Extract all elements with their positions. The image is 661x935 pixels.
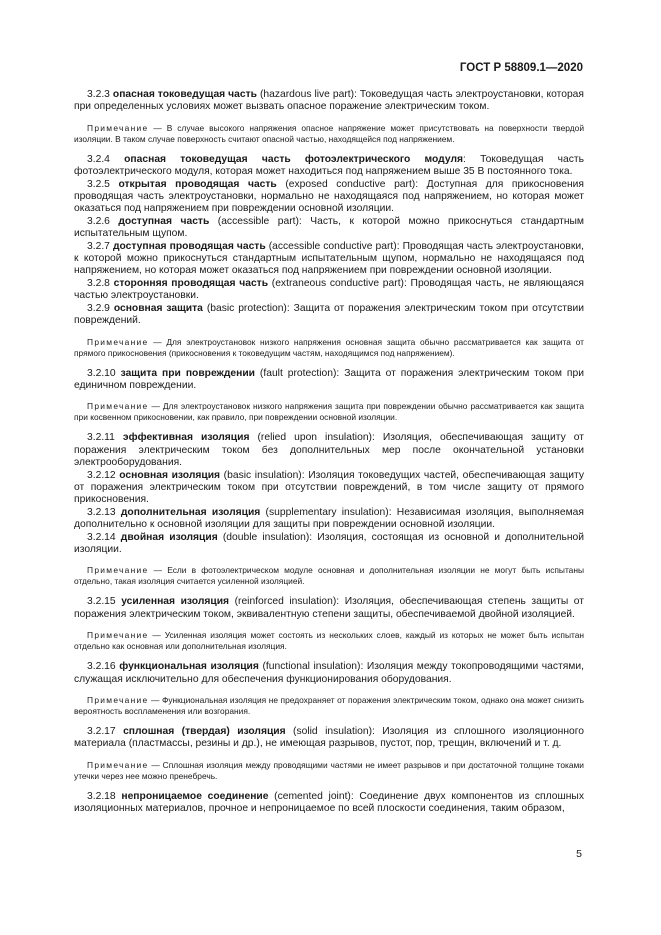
- definition-text: (relied upon insulation): Изоляция, обеспечивающая защиту от поражения электрическим током без дополнительных мер после окончательной установки электрооборудования.: [74, 432, 584, 469]
- definition-paragraph: [74, 303, 584, 328]
- definition-text: (accessible part): Часть, к которой можно прикоснуться стандартным испытательным щупом.: [74, 215, 584, 240]
- clause-number: 3.2.12: [87, 469, 116, 481]
- clause-number: 3.2.18: [87, 790, 116, 802]
- definition-text: (supplementary insulation): Независимая изоляция, выполняемая дополнительно к основной изоляции для защиты при повреждении основной изоляции.: [74, 506, 584, 531]
- defined-term: непроницаемое соединение: [121, 790, 269, 802]
- definition-text: (double insulation): Изоляция, состоящая из основной и дополнительной изоляции.: [74, 531, 584, 555]
- document-header: ГОСТ Р 58809.1—2020: [459, 62, 583, 74]
- defined-term: опасная токоведущая часть: [112, 89, 257, 100]
- definition-paragraph: [74, 596, 584, 621]
- clause-number: 3.2.6: [87, 215, 110, 227]
- clause-number: 3.2.4: [87, 153, 110, 165]
- clause-number: 3.2.10: [87, 367, 116, 379]
- note-label: Примечание: [87, 565, 149, 576]
- defined-term: сторонняя проводящая часть: [113, 277, 269, 289]
- note-label: Примечание: [87, 336, 149, 347]
- definition-paragraph: [74, 791, 584, 816]
- definition-paragraph: [74, 532, 584, 557]
- definition-paragraph: [74, 89, 584, 114]
- definition-text: (cemented joint): Соединение двух компонентов из сплошных изоляционных материалов, прочное и непроницаемое по всей плоскости соединения, таким образом,: [74, 790, 584, 815]
- note-text: — Усиленная изоляция может состоять из нескольких слоев, каждый из которых не может быть испытан отдельно как основная или дополнительная изоляция.: [74, 630, 584, 652]
- definition-paragraph: [74, 278, 584, 303]
- note-label: Примечание: [87, 401, 149, 412]
- note-text: — Функциональная изоляция не предохраняет от поражения электрическим током, однако она может снизить вероятность воспламенения или возгорания.: [74, 695, 584, 716]
- definition-paragraph: [74, 179, 584, 216]
- note-paragraph: [74, 401, 584, 423]
- note-text: — Сплошная изоляция между проводящими частями не имеет разрывов и при достаточной толщине токами утечки через нее можно пренебречь.: [74, 759, 584, 781]
- defined-term: функциональная изоляция: [119, 661, 259, 673]
- definition-paragraph: [74, 241, 584, 278]
- definition-text: (reinforced insulation): Изоляция, обеспечивающая степень защиты от поражения электрическим током, эквивалентную степени защиты, обеспечиваемой двойной изоляцией.: [74, 596, 584, 620]
- note-paragraph: [74, 565, 584, 587]
- defined-term: опасная токоведущая часть фотоэлектрического модуля: [124, 153, 463, 165]
- defined-term: открытая проводящая часть: [118, 178, 277, 190]
- note-text: — Для электроустановок низкого напряжения основная защита обычно рассматривается как защита от прямого прикосновения (прикосновения к токоведущим частям, находящимся под напряжением).: [74, 336, 584, 358]
- clause-number: 3.2.17: [87, 726, 116, 737]
- definition-text: (exposed conductive part): Доступная для прикосновения проводящая часть электроустановки, нормально не находящаяся под напряжением, но которая может оказаться под напряжением при повреждении основной изоляции.: [74, 178, 584, 215]
- defined-term: доступная часть: [118, 215, 210, 227]
- note-text: — Для электроустановок низкого напряжения защита при повреждении обычно рассматривается как защита при косвенном прикосновении, как правило, при повреждении основной изоляции.: [74, 401, 584, 423]
- note-paragraph: [74, 630, 584, 652]
- defined-term: дополнительная изоляция: [120, 506, 261, 518]
- definition-text: (basic protection): Защита от поражения электрическим током при отсутствии повреждений.: [74, 302, 584, 327]
- note-label: Примечание: [87, 630, 149, 641]
- clause-number: 3.2.8: [87, 277, 110, 289]
- definition-text: (extraneous conductive part): Проводящая часть, не являющаяся частью электроустановки.: [74, 277, 584, 302]
- defined-term: двойная изоляция: [120, 531, 218, 543]
- note-paragraph: [74, 123, 584, 145]
- definition-text: (functional insulation): Изоляция между токопроводящими частями, служащая исключительно для обеспечения функционирования оборудования.: [74, 661, 584, 685]
- note-text: — Если в фотоэлектрическом модуле основная и дополнительная изоляции не могут быть испытаны отдельно, такая изоляция считается усиленной изоляцией.: [74, 565, 584, 587]
- defined-term: основная изоляция: [119, 469, 221, 481]
- clause-number: 3.2.11: [87, 432, 115, 444]
- definition-paragraph: [74, 726, 584, 751]
- clause-number: 3.2.5: [87, 178, 110, 190]
- definition-paragraph: [74, 216, 584, 241]
- note-text: — В случае высокого напряжения опасное напряжение может присутствовать на поверхности твердой изоляции. В таком случае поверхность считают опасной частью, находящейся под напряжением.: [74, 122, 584, 144]
- defined-term: основная защита: [113, 302, 203, 314]
- defined-term: сплошная (твердая) изоляция: [123, 726, 286, 737]
- clause-number: 3.2.9: [87, 302, 110, 314]
- note-label: Примечание: [87, 759, 149, 770]
- defined-term: эффективная изоляция: [122, 432, 250, 444]
- definition-text: (accessible conductive part): Проводящая часть электроустановки, к которой можно прикоснуться стандартным испытательным щупом, нормально не находящаяся под напряжением, но которая может оказаться под напряжением при повреждении основной изоляции.: [74, 240, 584, 277]
- clause-number: 3.2.15: [87, 596, 116, 608]
- page-number: 5: [576, 848, 582, 860]
- definition-paragraph: [74, 470, 584, 507]
- defined-term: доступная проводящая часть: [112, 240, 266, 252]
- clause-number: 3.2.14: [87, 531, 116, 543]
- definition-text: (basic insulation): Изоляция токоведущих частей, обеспечивающая защиту от поражения электрическим током при отсутствии повреждений, в том числе защиту от прямого прикосновения.: [74, 469, 584, 506]
- note-label: Примечание: [87, 122, 149, 133]
- clause-number: 3.2.13: [87, 506, 116, 518]
- definition-text: (hazardous live part): Токоведущая часть электроустановки, которая при определенных условиях может вызвать опасное поражение электрическим током.: [74, 89, 584, 113]
- definition-paragraph: [74, 432, 584, 469]
- definition-text: (solid insulation): Изоляция из сплошного изоляционного материала (пластмассы, резины и др.), не имеющая разрывов, пустот, пор, трещин, включений и т. д.: [74, 726, 584, 750]
- note-paragraph: [74, 695, 584, 717]
- defined-term: защита при повреждении: [120, 367, 255, 379]
- document-body: [74, 89, 584, 816]
- definition-paragraph: [74, 154, 584, 179]
- definition-text: (fault protection): Защита от поражения электрическим током при единичном повреждении.: [74, 367, 584, 391]
- definition-text: : Токоведущая часть фотоэлектрического модуля, которая может находиться под напряжением выше 35 В постоянного тока.: [74, 153, 584, 178]
- note-paragraph: [74, 337, 584, 359]
- clause-number: 3.2.7: [87, 240, 110, 252]
- clause-number: 3.2.3: [87, 89, 110, 100]
- clause-number: 3.2.16: [87, 661, 116, 673]
- defined-term: усиленная изоляция: [121, 596, 230, 608]
- note-paragraph: [74, 760, 584, 782]
- definition-paragraph: [74, 507, 584, 532]
- definition-paragraph: [74, 368, 584, 393]
- note-label: Примечание: [87, 695, 149, 705]
- definition-paragraph: [74, 661, 584, 686]
